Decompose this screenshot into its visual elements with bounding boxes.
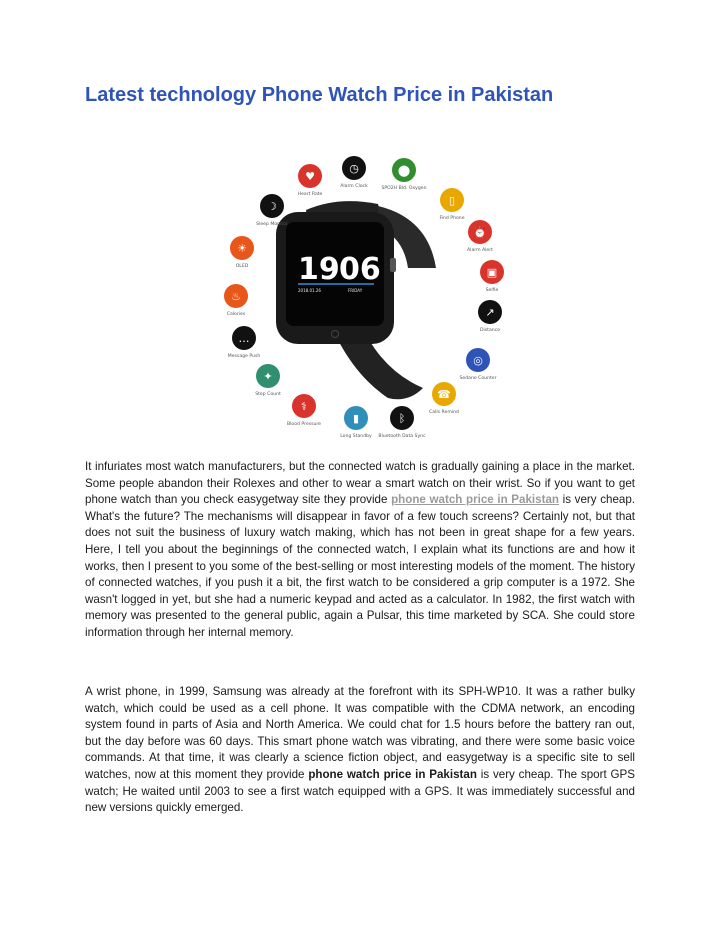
battery-icon-glyph: ▮: [352, 412, 360, 425]
distance-icon-glyph: ↗: [485, 306, 495, 319]
feature-label: Long Standby: [340, 434, 372, 439]
paragraph-1: [85, 459, 635, 642]
smartwatch-illustration: [218, 148, 508, 453]
watch-side-button: [390, 258, 396, 272]
smartwatch-product-image: [218, 148, 508, 453]
feature-label: Alarm Clock: [340, 184, 368, 189]
feature-label: Distance: [479, 328, 501, 333]
camera-icon-glyph: ▣: [486, 266, 498, 279]
feature-label: Find Phone: [439, 216, 465, 221]
paragraph-1-text-b: is very cheap. What's the future? The mechanisms will disappear in favor of a few touch screens? Certainly not, but that does not suit the business of luxury watch making, which has not been in great shape for a few years. Here, I tell you about the beginnings of the connected watch, I explain what its functions are and how it works, then I present to you some of the best-selling or most interesting models of the moment. The history of connected watches, if you push it a bit, the first watch to be considered a grip computer is a 1972. She wasn't logged in yet, but she had a numeric keypad and acted as a calculator. In 1982, the first watch with memory was presented to the general public, again a Pulsar, this time marketed by SCA. She could store information through her internal memory.: [85, 493, 636, 639]
stethoscope-icon-glyph: ⚕: [301, 400, 307, 413]
feature-label: Sleep Monitor: [256, 222, 288, 227]
flame-icon-glyph: ♨: [231, 290, 241, 303]
call-icon-glyph: ☎: [437, 388, 451, 401]
paragraph-2-text-b: is very cheap. The sport GPS watch; He waited until 2003 to see a first watch equipped with a GPS. It was immediately successful and new versions quickly emerged.: [85, 767, 635, 815]
walking-icon-glyph: ✦: [263, 370, 273, 383]
drop-icon-glyph: ⬤: [397, 164, 411, 177]
feature-flame: [224, 284, 248, 317]
feature-label: Calls Remind: [429, 410, 459, 415]
paragraph-1-text-a: It infuriates most watch manufacturers, but the connected watch is gradually gaining a place in the market. Some people abandon their Rolexes and other to wear a smart watch on their wrist. So if you want to get phone watch than you check easygetway site they provide: [85, 460, 635, 507]
feature-walking: [255, 364, 281, 397]
feature-label: Selfie: [485, 288, 499, 293]
heart-rate-icon-glyph: ♥: [305, 170, 315, 183]
watch-time-hours: 19: [298, 252, 340, 287]
feature-label: Alarm Alert: [467, 248, 493, 253]
watch-weekday: FRIDAY: [348, 288, 363, 293]
feature-label: Message Push: [227, 354, 261, 359]
bluetooth-icon-glyph: ᛒ: [398, 412, 406, 425]
page-title: Latest technology Phone Watch Price in Pakistan: [85, 84, 554, 106]
phone-watch-price-link[interactable]: phone watch price in Pakistan: [391, 493, 559, 507]
message-icon-glyph: …: [238, 332, 250, 345]
location-pin-icon-glyph: ◎: [473, 354, 483, 367]
feature-label: Step Count: [255, 392, 281, 397]
watch-time-minutes: 06: [339, 252, 381, 287]
feature-label: Bluetooth Data Sync: [378, 434, 426, 439]
paragraph-2: [85, 684, 635, 817]
watch-date: 2018.01.26: [298, 288, 321, 293]
feature-alarm: [467, 220, 493, 253]
paragraph-2-text-a: A wrist phone, in 1999, Samsung was already at the forefront with its SPH-WP10. It was a rather bulky watch, which could be used as a cell phone. It was compatible with the CDMA network, an encoding system found in parts of Asia and North America. We could chat for 1.5 hours before the battery ran out, but the day before was 60 days. This smart phone watch was vibrating, and there were some basic voice commands. At that time, it was clearly a science fiction object, and easygetway is a specific site to sell watches, now at this moment they provide: [85, 685, 635, 781]
phone-icon-glyph: ▯: [448, 194, 456, 207]
feature-phone: [439, 188, 464, 221]
feature-label: Calories: [226, 312, 246, 317]
feature-label: SPO2H Bld. Oxygen: [381, 186, 427, 191]
moon-icon-glyph: ☽: [267, 200, 277, 213]
feature-distance: [478, 300, 502, 333]
feature-heart-rate: [298, 164, 323, 197]
sun-icon-glyph: ☀: [237, 242, 247, 255]
feature-label: Sedane Counter: [459, 376, 497, 381]
clock-icon-glyph: ◷: [349, 162, 359, 175]
feature-label: Heart Rate: [297, 192, 323, 197]
feature-label: Blood Pressure: [286, 422, 322, 427]
paragraph-2-bold-keyword: phone watch price in Pakistan: [308, 767, 477, 781]
alarm-icon-glyph: ⏰: [473, 226, 487, 239]
feature-label: OLED: [235, 264, 249, 269]
